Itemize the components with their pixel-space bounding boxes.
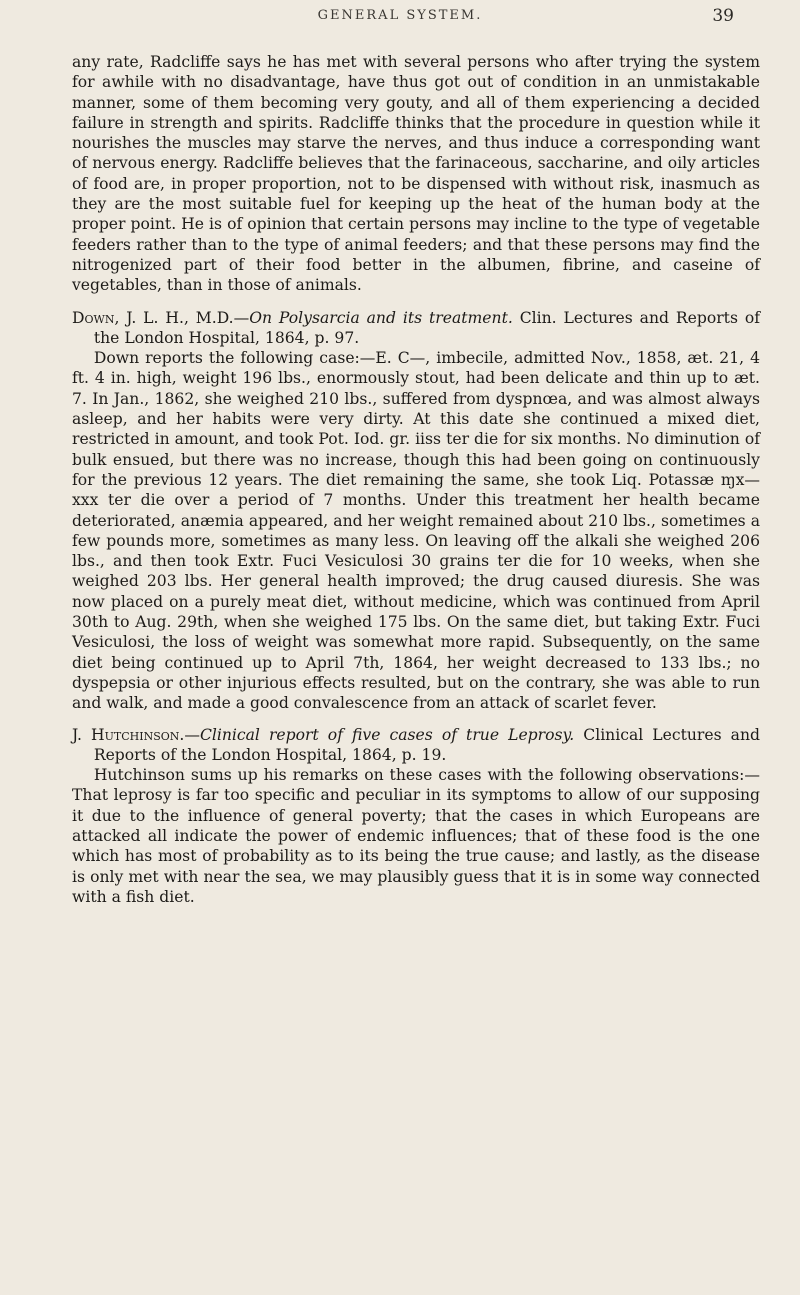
entry-source: Clin. Lectures and Reports of the London Hospital, 1864, p. 97.	[93, 308, 761, 347]
running-head: GENERAL SYSTEM.	[317, 8, 483, 23]
continuation-paragraph: any rate, Radcliffe says he has met with several persons who after trying the system for awhile with no disadvantage, have thus got out of condition in an unmistakable manner, some of them becoming very gouty, and all of them experiencing a decided failure in strength and spirits. Radcliffe thinks that the procedure in question while it nourishes the muscles may starve the nerves, and thus induce a corresponding want of nervous energy. Radcliffe believes that the farinaceous, saccharine, and oily articles of food are, in proper proportion, not to be dispensed with without risk, inasmuch as they are the most suitable fuel for keeping up the heat of the human body at the proper point. He is of opinion that certain persons may incline to the type of vegetable feeders rather than to the type of animal feeders; and that these persons may find the nitrogenized part of their food better in the albumen, fibrine, and caseine of vegetables, than in those of animals.	[72, 53, 760, 295]
bibliography-entry-down	[72, 308, 760, 714]
entry-body: Down reports the following case:—E. C—, imbecile, admitted Nov., 1858, æt. 21, 4 ft. 4 in. high, weight 196 lbs., enormously stout, had been delicate and thin up to æt. 7. In Jan., 1862, she weighed 210 lbs., suffered from dyspnœa, and was almost always asleep, and her habits were very dirty. At this date she continued a mixed diet, restricted in amount, and took Pot. Iod. gr. iiss ter die for six months. No diminution of bulk ensued, but there was no increase, though this had been going on continuously for the previous 12 years. The diet remaining the same, she took Liq. Potassæ ɱx—xxx ter die over a period of 7 months. Under this treatment her health became deteriorated, anæmia appeared, and her weight remained about 210 lbs., sometimes a few pounds more, sometimes as many less. On leaving off the alkali she weighed 206 lbs., and then took Extr. Fuci Vesiculosi 30 grains ter die for 10 weeks, when she weighed 203 lbs. Her general health improved; the drug caused diuresis. She was now placed on a purely meat diet, without medicine, which was continued from April 30th to Aug. 29th, when she weighed 175 lbs. On the same diet, but taking Extr. Fuci Vesiculosi, the loss of weight was somewhat more rapid. Subsequently, on the same diet being continued up to April 7th, 1864, her weight decreased to 133 lbs.; no dyspepsia or other injurious effects resulted, but on the contrary, she was able to run and walk, and made a good convalescence from an attack of scarlet fever.	[72, 349, 760, 713]
entry-title: On Polysarcia and its treatment.	[249, 308, 513, 327]
entry-source: Clinical Lectures and Reports of the London Hospital, 1864, p. 19.	[93, 725, 760, 764]
body-text	[72, 52, 760, 918]
entry-body: Hutchinson sums up his remarks on these cases with the following observations:—That leprosy is far too specific and peculiar in its symptoms to allow of our supposing it due to the influence of general poverty; that the cases in which Europeans are attacked all indicate the power of endemic influences; that of these food is the one which has most of probability as to its being the true cause; and lastly, as the disease is only met with near the sea, we may plausibly guess that it is in some way connected with a fish diet.	[72, 766, 760, 906]
entry-author: Down, J. L. H., M.D.	[72, 308, 234, 327]
entry-reference: J. Hutchinson.—Clinical report of five cases of true Leprosy. Clinical Lectures and Reports of the London Hospital, 1864, p. 19.	[72, 725, 760, 764]
page-number: 39	[712, 6, 734, 26]
page-header	[0, 4, 800, 28]
bibliography-entry-hutchinson	[72, 725, 760, 908]
entry-reference: Down, J. L. H., M.D.—On Polysarcia and its treatment. Clin. Lectures and Reports of the London Hospital, 1864, p. 97.	[72, 308, 761, 347]
entry-author: J. Hutchinson.	[72, 725, 185, 744]
entry-title: Clinical report of five cases of true Leprosy.	[199, 725, 575, 744]
